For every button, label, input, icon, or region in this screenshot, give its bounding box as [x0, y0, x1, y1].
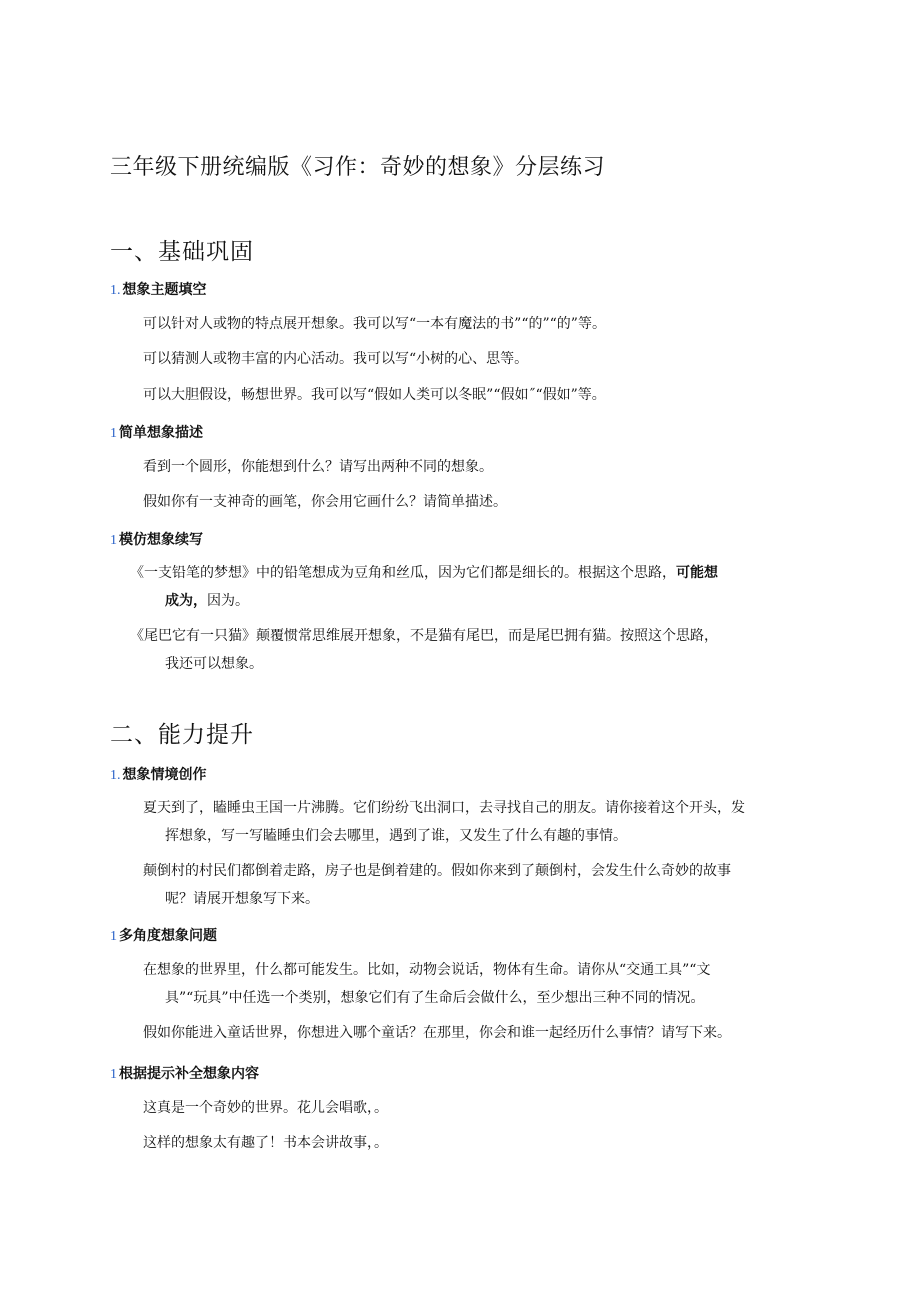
paragraph-bold-text: 可能想	[676, 565, 718, 581]
paragraph-bold-text: 成为，	[165, 593, 207, 609]
question-label: 想象情境创作	[122, 767, 207, 783]
question-number: 1	[110, 426, 117, 441]
page-title: 三年级下册统编版《习作：奇妙的想象》分层练习	[110, 155, 606, 180]
paragraph	[165, 587, 249, 615]
question-number: 1	[110, 533, 117, 548]
question-number: 1.	[110, 768, 121, 783]
section-heading-basics: 一、基础巩固	[110, 239, 254, 265]
question-heading	[110, 1063, 259, 1083]
paragraph: 这真是一个奇妙的世界。花儿会唱歌，。	[143, 1100, 388, 1116]
question-label: 根据提示补全想象内容	[119, 1066, 259, 1082]
section-heading-improvement: 二、能力提升	[110, 722, 254, 748]
question-number: 1	[110, 1067, 117, 1082]
question-heading	[110, 529, 203, 549]
question-label: 多角度想象问题	[119, 928, 217, 944]
paragraph: 夏天到了，瞌睡虫王国一片沸腾。它们纷纷飞出洞口，去寻找自己的朋友。请你接着这个开头，发	[143, 800, 745, 816]
paragraph: 可以大胆假设，畅想世界。我可以写“假如人类可以冬眠”“假如˝“假如”等。	[143, 387, 606, 403]
question-number: 1	[110, 929, 117, 944]
paragraph: 颠倒村的村民们都倒着走路，房子也是倒着建的。假如你来到了颠倒村，会发生什么奇妙的故事	[143, 863, 731, 879]
paragraph: 看到一个圆形，你能想到什么？请写出两种不同的想象。	[143, 459, 493, 475]
paragraph: 假如你有一支神奇的画笔，你会用它画什么？请简单描述。	[143, 494, 507, 510]
paragraph: 在想象的世界里，什么都可能发生。比如，动物会说话，物体有生命。请你从“交通工具”“文	[143, 962, 711, 978]
question-heading	[110, 925, 217, 945]
paragraph: 呢？请展开想象写下来。	[165, 891, 319, 907]
paragraph: 具”“玩具”中任选一个类别，想象它们有了生命后会做什么，至少想出三种不同的情况。	[165, 990, 705, 1006]
question-heading	[110, 764, 207, 784]
paragraph: 这样的想象太有趣了！书本会讲故事，。	[143, 1135, 388, 1151]
question-number: 1.	[110, 283, 121, 298]
paragraph: 假如你能进入童话世界，你想进入哪个童话？在那里，你会和谁一起经历什么事情？请写下来。	[143, 1025, 731, 1041]
paragraph: 我还可以想象。	[165, 656, 263, 672]
paragraph: 挥想象，写一写瞌睡虫们会去哪里，遇到了谁，又发生了什么有趣的事情。	[165, 828, 627, 844]
paragraph: 可以针对人或物的特点展开想象。我可以写“一本有魔法的书”“的”“的”等。	[143, 316, 606, 332]
question-heading	[110, 279, 207, 299]
question-label: 简单想象描述	[119, 425, 203, 441]
question-heading	[110, 422, 203, 442]
paragraph-text: 因为。	[207, 593, 249, 609]
paragraph-text: 《一支铅笔的梦想》中的铅笔想成为豆角和丝瓜，因为它们都是细长的。根据这个思路，	[130, 565, 676, 581]
question-label: 想象主题填空	[122, 282, 207, 298]
paragraph	[130, 559, 718, 587]
paragraph: 可以猜测人或物丰富的内心活动。我可以写“小树的心、思等。	[143, 351, 529, 367]
question-label: 模仿想象续写	[119, 532, 203, 548]
paragraph: 《尾巴它有一只猫》颠覆惯常思维展开想象，不是猫有尾巴，而是尾巴拥有猫。按照这个思路，	[130, 628, 718, 644]
